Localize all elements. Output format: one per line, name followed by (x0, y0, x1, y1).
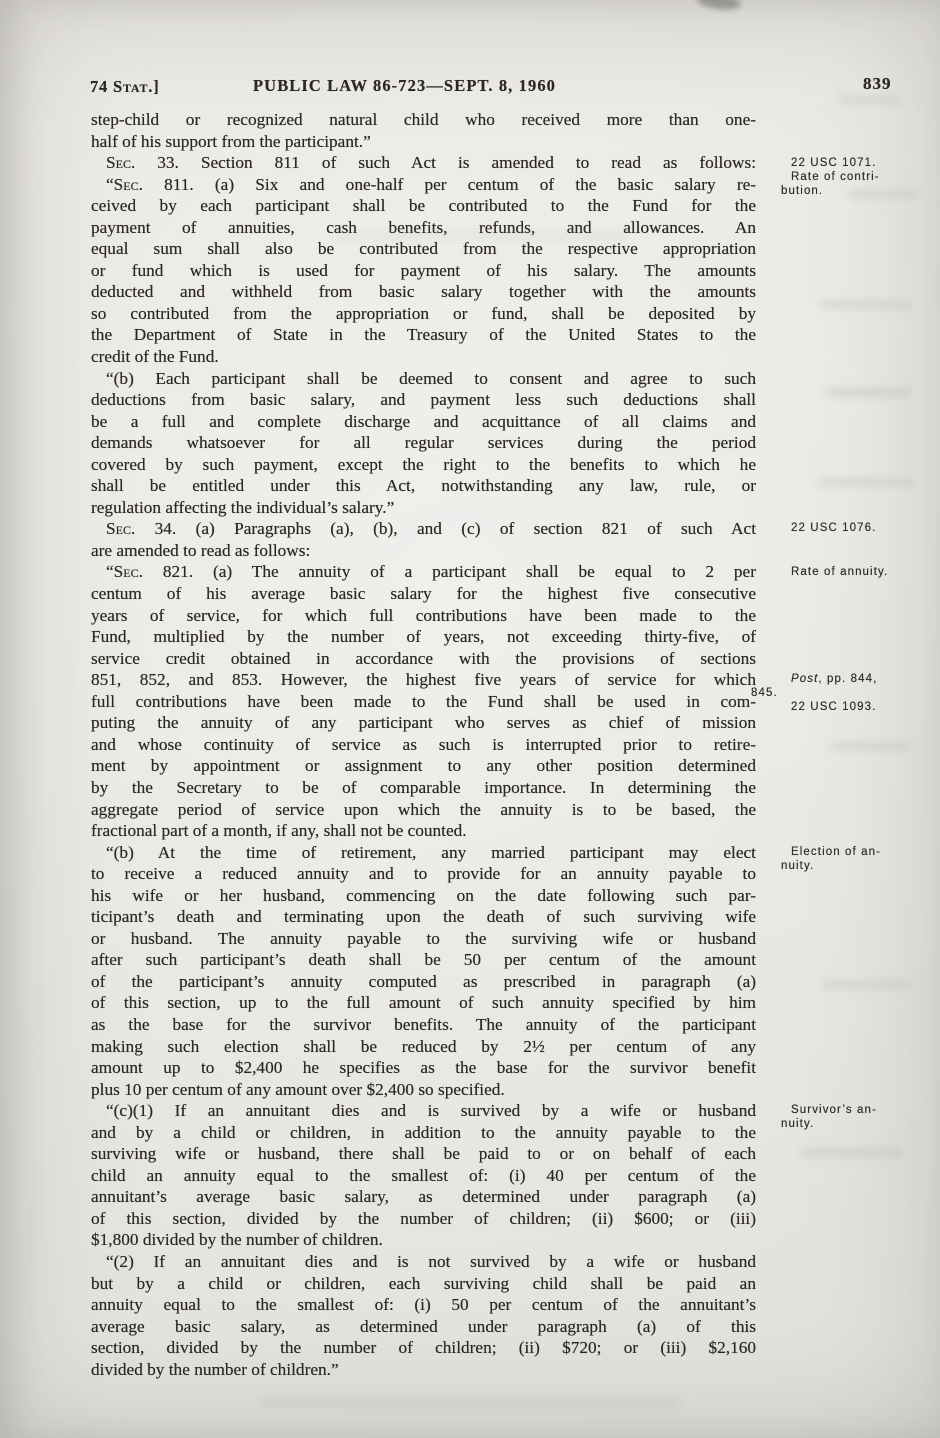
text-segment: average basic salary, as determined under paragraph (a) of this (91, 1316, 756, 1336)
text-line (91, 518, 756, 540)
text-line (91, 475, 756, 497)
text-segment: credit of the Fund. (91, 347, 219, 367)
text-line (91, 1251, 756, 1273)
text-segment: full contributions have been made to the Fund shall be used in com- (91, 691, 756, 711)
text-line (91, 454, 756, 476)
paragraph (91, 1100, 756, 1251)
bleedthrough-artifact (260, 1398, 680, 1407)
text-line (91, 626, 756, 648)
margin-note-line (781, 672, 933, 686)
margin-note-line (781, 521, 933, 535)
text-segment: 821. (a) The annuity of a participant shall be equal to 2 per (142, 562, 756, 582)
text-line (91, 1337, 756, 1359)
margin-note-line (781, 845, 933, 859)
text-segment: 22 USC 1093. (791, 701, 877, 713)
text-segment: step-child or recognized natural child who received more than one- (91, 110, 756, 129)
text-segment: fractional part of a month, if any, shall not be counted. (91, 821, 467, 841)
text-line (91, 583, 756, 605)
text-line (91, 1165, 756, 1187)
text-segment: plus 10 per centum of any amount over $2,400 so specified. (91, 1079, 505, 1099)
text-segment: and whose continuity of service as such is interrupted prior to retire- (91, 734, 756, 754)
text-line (91, 1316, 756, 1338)
text-segment: ceived by each participant shall be contributed to the Fund for the (91, 196, 756, 216)
paragraph (91, 518, 756, 561)
text-line (91, 152, 756, 174)
text-line (91, 734, 756, 756)
text-segment: bution. (781, 185, 824, 197)
text-line (91, 1122, 756, 1144)
text-segment: deducted and withheld from basic salary together with the amounts (91, 282, 756, 302)
text-segment: divided by the number of children.” (91, 1359, 339, 1379)
text-line (91, 561, 756, 583)
bleedthrough-artifact (830, 742, 910, 751)
bleedthrough-artifact (800, 1148, 904, 1157)
margin-note-line (781, 859, 933, 873)
text-line (91, 497, 756, 519)
bleedthrough-artifact (848, 190, 918, 199)
margin-note (781, 1103, 933, 1131)
text-line (91, 195, 756, 217)
text-segment: 22 USC 1076. (791, 522, 877, 534)
text-segment: ment by appointment or assignment to any other position determined (91, 756, 756, 776)
text-line (91, 1057, 756, 1079)
text-segment: centum of his average basic salary for the highest five consecutive (91, 584, 756, 604)
text-line (91, 109, 756, 131)
text-segment: Rate of contri- (791, 171, 880, 183)
text-line (91, 174, 756, 196)
margin-note-line (781, 565, 933, 579)
text-segment: payment of annuities, cash benefits, refunds, and allowances. An (91, 217, 756, 237)
text-segment: 74 (90, 77, 114, 96)
text-segment: shall be entitled under this Act, notwithstanding any law, rule, or (91, 476, 756, 496)
text-segment: of this section, divided by the number of children; (ii) $600; or (iii) (91, 1208, 756, 1228)
text-segment: to receive a reduced annuity and to provide for an annuity payable to (91, 864, 756, 884)
text-line (91, 712, 756, 734)
text-segment: his wife or her husband, commencing on the date following such par- (91, 885, 756, 905)
text-segment: but by a child or children, each surviving child shall be paid an (91, 1273, 756, 1293)
text-segment: amount up to $2,400 he specifies as the base for the survivor benefit (91, 1058, 756, 1078)
text-line (91, 131, 756, 153)
text-segment: by the Secretary to be of comparable importance. In determining the (91, 777, 756, 797)
text-line (91, 324, 756, 346)
margin-note (781, 565, 933, 579)
text-line (91, 1100, 756, 1122)
text-segment: annuitant’s average basic salary, as determined under paragraph (a) (91, 1187, 756, 1207)
text-line (91, 368, 756, 390)
text-segment: demands whatsoever for all regular services during the period (91, 433, 756, 453)
text-segment: as the base for the survivor benefits. The annuity of the participant (91, 1014, 756, 1034)
margin-note-line (781, 170, 933, 184)
text-line (91, 949, 756, 971)
text-line (91, 1229, 756, 1251)
text-segment: and by a child or children, in addition to the annuity payable to the (91, 1122, 756, 1142)
text-line (91, 669, 756, 691)
text-line (91, 1079, 756, 1101)
text-line (91, 238, 756, 260)
text-line (91, 906, 756, 928)
text-line (91, 281, 756, 303)
text-segment: Post (791, 673, 819, 685)
text-line (91, 842, 756, 864)
text-segment: deductions from basic salary, and payment less such deductions shall (91, 390, 756, 410)
text-line (91, 1273, 756, 1295)
text-line (91, 540, 756, 562)
text-segment: of this section, up to the full amount of such annuity specified by him (91, 993, 756, 1013)
text-line (91, 885, 756, 907)
text-segment: so contributed from the appropriation or fund, shall be deposited by (91, 303, 756, 323)
bleedthrough-artifact (330, 232, 630, 240)
text-line (91, 820, 756, 842)
text-line (91, 863, 756, 885)
text-segment: surviving wife or husband, there shall be paid to or on behalf of each (91, 1144, 756, 1164)
text-segment: nuity. (781, 1118, 815, 1130)
text-segment: years of service, for which full contributions have been made to the (91, 605, 756, 625)
text-segment: ticipant’s death and terminating upon the death of such surviving wife (91, 907, 756, 927)
text-segment: Sec. (113, 562, 143, 582)
scan-smudge-artifact (696, 0, 741, 12)
margin-note (781, 521, 933, 535)
text-segment: Stat. (113, 77, 154, 96)
text-line (91, 1359, 756, 1381)
text-segment: Sec. (113, 174, 143, 194)
text-segment: annuity equal to the smallest of: (i) 50 per centum of the annuitant’s (91, 1295, 756, 1315)
text-segment: be a full and complete discharge and acquittance of all claims and (91, 411, 756, 431)
text-segment: are amended to read as follows: (91, 540, 311, 560)
text-line (91, 928, 756, 950)
text-segment: section, divided by the number of children; (ii) $720; or (iii) $2,160 (91, 1338, 756, 1358)
text-line (91, 1186, 756, 1208)
text-line (91, 1208, 756, 1230)
margin-note (781, 845, 933, 873)
text-segment: or husband. The annuity payable to the surviving wife or husband (91, 928, 756, 948)
paragraph (91, 109, 756, 152)
text-segment: after such participant’s death shall be 50 per centum of the amount (91, 950, 756, 970)
paragraph (91, 561, 756, 841)
text-segment: “(c)(1) If an annuitant dies and is survived by a wife or husband (106, 1101, 756, 1121)
text-segment: 33. Section 811 of such Act is amended to read as follows: (135, 153, 756, 173)
bleedthrough-artifact (818, 478, 914, 487)
text-segment: Rate of annuity. (791, 566, 889, 578)
text-line (91, 432, 756, 454)
text-segment: nuity. (781, 860, 815, 872)
text-segment: of the participant’s annuity computed as prescribed in paragraph (a) (91, 971, 756, 991)
text-segment: 845. (751, 687, 778, 699)
text-segment: child an annuity equal to the smallest of: (i) 40 per centum of the (91, 1165, 756, 1185)
text-line (91, 1143, 756, 1165)
text-segment: “(b) At the time of retirement, any married participant may elect (106, 842, 756, 862)
margin-note-line (781, 1103, 933, 1117)
text-segment: 22 USC 1071. (791, 157, 877, 169)
header-law-title: PUBLIC LAW 86-723—SEPT. 8, 1960 (253, 76, 557, 95)
statute-text-column (91, 109, 756, 1380)
text-segment: puting the annuity of any participant who serves as chief of mission (91, 713, 756, 733)
paragraph (91, 1251, 756, 1380)
margin-note-line (781, 1117, 933, 1131)
text-segment: aggregate period of service upon which the annuity is to be based, the (91, 799, 756, 819)
text-segment: “(b) Each participant shall be deemed to consent and agree to such (106, 368, 756, 388)
text-line (91, 389, 756, 411)
text-line (91, 346, 756, 368)
text-segment: Fund, multiplied by the number of years, not exceeding thirty-five, of (91, 627, 756, 647)
text-line (91, 799, 756, 821)
text-segment: , pp. 844, (818, 673, 878, 685)
text-line (91, 648, 756, 670)
text-segment: Sec. (106, 153, 136, 173)
text-line (91, 1294, 756, 1316)
text-segment: 851, 852, and 853. However, the highest five years of service for which (91, 670, 756, 690)
text-segment: or fund which is used for payment of his salary. The amounts (91, 260, 756, 280)
text-line (91, 260, 756, 282)
text-line (91, 755, 756, 777)
text-line (91, 303, 756, 325)
header-volume-citation (90, 77, 160, 97)
text-segment: regulation affecting the individual’s salary.” (91, 497, 395, 517)
text-segment: service credit obtained in accordance with the provisions of sections (91, 648, 756, 668)
text-segment: Election of an- (791, 846, 882, 858)
paragraph (91, 152, 756, 174)
text-segment: “ (106, 562, 114, 582)
text-line (91, 411, 756, 433)
margin-note-line (781, 156, 933, 170)
text-segment: equal sum shall also be contributed from the respective appropriation (91, 239, 756, 259)
margin-note (751, 672, 933, 714)
paragraph (91, 368, 756, 519)
text-segment: “(2) If an annuitant dies and is not survived by a wife or husband (106, 1251, 756, 1271)
text-line (91, 777, 756, 799)
bleedthrough-artifact (826, 388, 912, 397)
text-line (91, 1036, 756, 1058)
text-segment: half of his support from the participant.” (91, 131, 371, 151)
text-line (91, 992, 756, 1014)
margin-note-line (781, 700, 933, 714)
text-segment: Sec. (106, 519, 136, 539)
paragraph (91, 174, 756, 368)
paragraph (91, 842, 756, 1101)
bleedthrough-artifact (838, 96, 902, 104)
text-segment: $1,800 divided by the number of children. (91, 1230, 383, 1250)
text-segment: Survivor’s an- (791, 1104, 877, 1116)
text-segment: making such election shall be reduced by 2½ per centum of any (91, 1036, 756, 1056)
text-line (91, 1014, 756, 1036)
text-segment: covered by such payment, except the right to the benefits to which he (91, 454, 756, 474)
text-line (91, 605, 756, 627)
text-segment: “ (106, 174, 114, 194)
text-segment: 811. (a) Six and one-half per centum of the basic salary re- (142, 174, 756, 194)
text-segment: the Department of State in the Treasury of the United States to the (91, 325, 756, 345)
bleedthrough-artifact (820, 300, 912, 309)
text-line (91, 971, 756, 993)
header-page-number: 839 (863, 74, 892, 93)
text-line (91, 691, 756, 713)
bleedthrough-artifact (822, 980, 910, 989)
text-segment: 34. (a) Paragraphs (a), (b), and (c) of section 821 of such Act (135, 519, 756, 539)
margin-note-line (751, 686, 933, 700)
text-segment: ] (153, 77, 160, 96)
